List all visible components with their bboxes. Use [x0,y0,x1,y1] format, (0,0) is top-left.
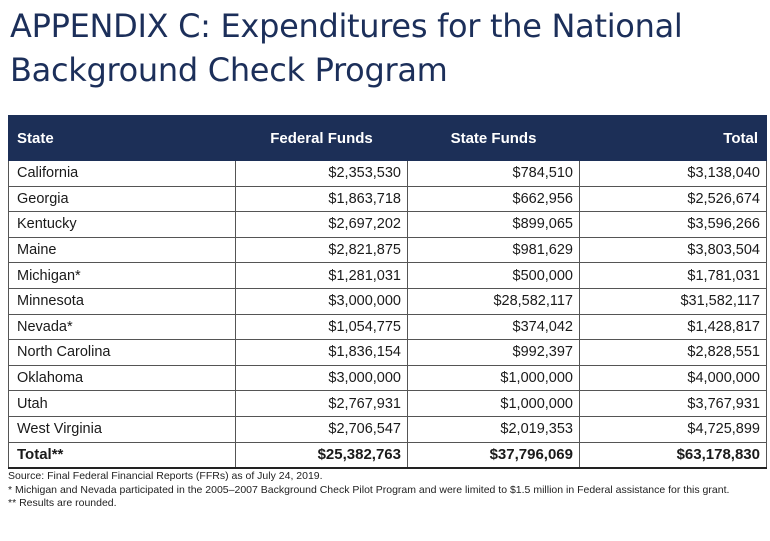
expenditures-table [8,115,767,469]
source-note: Source: Final Federal Financial Reports (FFRs) as of July 24, 2019. [8,470,323,482]
footnote-pilot-program: * Michigan and Nevada participated in the 2005–2007 Background Check Pilot Program and were limited to $1.5 million in Federal assistance for this grant. [8,483,730,496]
cell-total: $4,000,000 [580,365,767,391]
column-header-total: Total [580,116,767,161]
table-row [9,365,767,391]
table-row [9,288,767,314]
table-row [9,340,767,366]
cell-federal-funds: $3,000,000 [236,288,408,314]
cell-state-funds: $2,019,353 [408,416,580,442]
page-title: APPENDIX C: Expenditures for the National Background Check Program [10,7,683,89]
cell-total: $3,138,040 [580,161,767,187]
table-total-row [9,442,767,468]
cell-state-funds: $899,065 [408,212,580,238]
cell-state-funds: $784,510 [408,161,580,187]
cell-federal-funds: $2,353,530 [236,161,408,187]
cell-federal-funds: $2,706,547 [236,416,408,442]
cell-federal-funds: $1,281,031 [236,263,408,289]
table-row [9,186,767,212]
cell-state-funds: $374,042 [408,314,580,340]
cell-total: $2,828,551 [580,340,767,366]
cell-state-funds: $662,956 [408,186,580,212]
cell-state-funds: $981,629 [408,237,580,263]
cell-state: California [9,161,236,187]
cell-state: Georgia [9,186,236,212]
cell-state: Kentucky [9,212,236,238]
cell-total: $1,428,817 [580,314,767,340]
table-row [9,237,767,263]
cell-state: Michigan* [9,263,236,289]
cell-state-funds: $992,397 [408,340,580,366]
table-row [9,212,767,238]
cell-total: $31,582,117 [580,288,767,314]
table-row [9,161,767,187]
table-body [9,161,767,469]
cell-state: Minnesota [9,288,236,314]
cell-state: Nevada* [9,314,236,340]
column-header-state-funds: State Funds [408,116,580,161]
cell-state: Maine [9,237,236,263]
cell-state: Oklahoma [9,365,236,391]
footnote-rounding: ** Results are rounded. [8,497,117,509]
table-row [9,391,767,417]
cell-state: North Carolina [9,340,236,366]
cell-total: $1,781,031 [580,263,767,289]
cell-federal-funds: $2,697,202 [236,212,408,238]
cell-state-funds: $37,796,069 [408,442,580,468]
cell-state: West Virginia [9,416,236,442]
table-row [9,263,767,289]
cell-state-funds: $1,000,000 [408,391,580,417]
cell-federal-funds: $2,767,931 [236,391,408,417]
cell-state-funds: $1,000,000 [408,365,580,391]
footnotes [8,470,763,511]
cell-total: $3,596,266 [580,212,767,238]
column-header-federal-funds: Federal Funds [236,116,408,161]
cell-total: $3,803,504 [580,237,767,263]
column-header-state: State [9,116,236,161]
cell-federal-funds: $2,821,875 [236,237,408,263]
cell-state: Total** [9,442,236,468]
cell-federal-funds: $1,054,775 [236,314,408,340]
cell-state-funds: $500,000 [408,263,580,289]
cell-federal-funds: $25,382,763 [236,442,408,468]
table-header-row [9,116,767,161]
cell-federal-funds: $3,000,000 [236,365,408,391]
cell-total: $2,526,674 [580,186,767,212]
cell-total: $63,178,830 [580,442,767,468]
cell-total: $3,767,931 [580,391,767,417]
cell-federal-funds: $1,836,154 [236,340,408,366]
table-row [9,314,767,340]
cell-total: $4,725,899 [580,416,767,442]
table-row [9,416,767,442]
cell-federal-funds: $1,863,718 [236,186,408,212]
cell-state: Utah [9,391,236,417]
cell-state-funds: $28,582,117 [408,288,580,314]
